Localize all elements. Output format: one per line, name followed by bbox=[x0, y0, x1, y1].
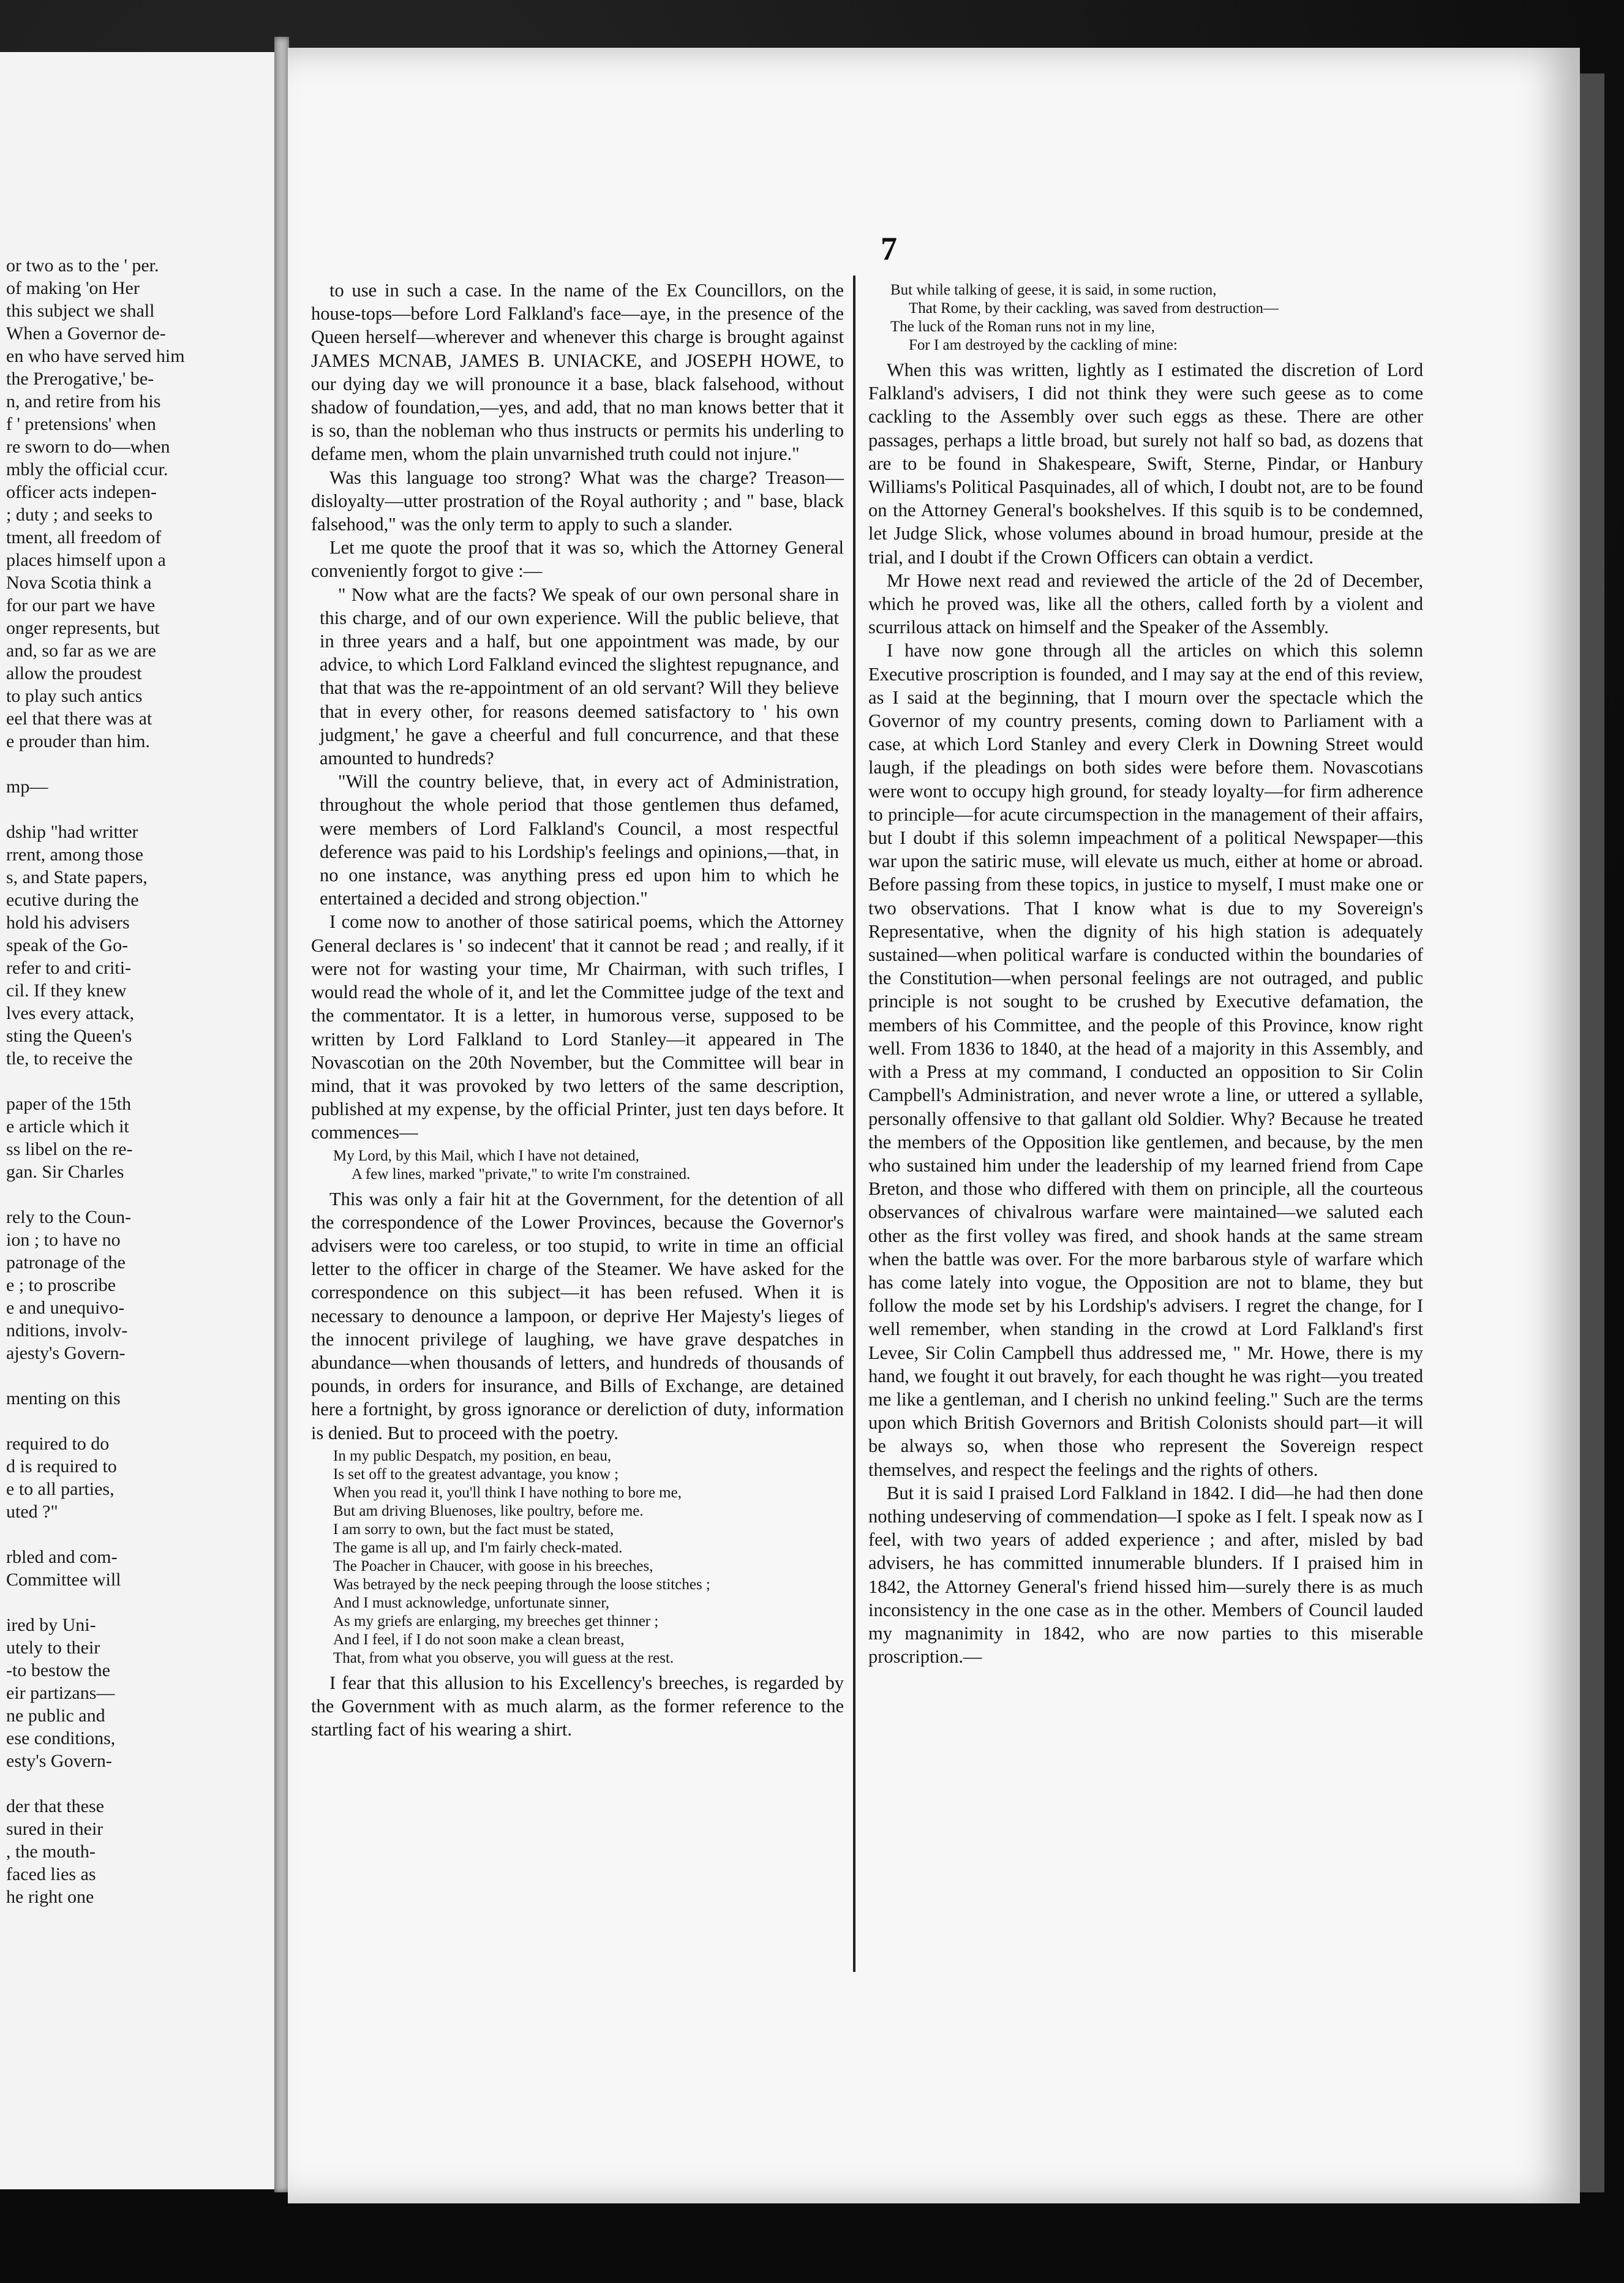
verse-line: The Poacher in Chaucer, with goose in his breeches, bbox=[333, 1557, 653, 1574]
facing-page-line: rely to the Coun- bbox=[6, 1207, 132, 1227]
quoted-paragraph: " Now what are the facts? We speak of our own personal share in this charge, and of our own experience. Will the public believe, that in three years and a half, but one appointment was made, by our advice, to which Lord Falkland evinced the slightest repugnance, and that that was the re-appointment of an old servant? Will they believe that in every other, for reasons deemed satisfactory to ' his own judgment,' he gave a cheerful and full concurrence, and that these amounted to hundreds? bbox=[320, 584, 839, 769]
facing-page-line: tle, to receive the bbox=[6, 1048, 133, 1069]
facing-page-line: e to all parties, bbox=[6, 1479, 115, 1499]
facing-page-text bbox=[6, 254, 214, 1908]
column-rule bbox=[853, 276, 855, 1972]
facing-page-line: for our part we have bbox=[6, 595, 156, 615]
facing-page-line: , the mouth- bbox=[6, 1841, 96, 1862]
facing-page-line: esty's Govern- bbox=[6, 1751, 112, 1771]
facing-page-line: patronage of the bbox=[6, 1252, 126, 1273]
facing-page-line: Nova Scotia think a bbox=[6, 573, 152, 593]
paragraph: to use in such a case. In the name of the Ex Councillors, on the house-tops—before Lord Falkland's face—aye, in the presence of the Queen herself—wherever and whenever this charge is brought against JAMES MCNAB, JAMES B. UNIACKE, and JOSEPH HOWE, to our dying day we will pronounce it a base, black falsehood, without shadow of foundation,—yes, and add, that no man knows better that it is so, than the nobleman who thus instructs or permits his underling to defame men, whom the plain unvarnished truth could not injure." bbox=[311, 280, 844, 465]
facing-page-line: gan. Sir Charles bbox=[6, 1162, 124, 1182]
facing-page-line: f ' pretensions' when bbox=[6, 414, 156, 434]
verse-line: That Rome, by their cackling, was saved from destruction— bbox=[909, 300, 1279, 317]
left-text-column bbox=[311, 279, 844, 1741]
facing-page-line: cil. If they knew bbox=[6, 980, 127, 1001]
page-edge-shadow bbox=[1580, 73, 1604, 2192]
facing-page-line: rbled and com- bbox=[6, 1547, 118, 1567]
verse-block bbox=[333, 1447, 844, 1668]
facing-page-line: ne public and bbox=[6, 1706, 105, 1726]
facing-page-line: places himself upon a bbox=[6, 550, 166, 570]
paragraph: I fear that this allusion to his Excellency's breeches, is regarded by the Government with as much alarm, as the former reference to the startling fact of his wearing a shirt. bbox=[311, 1672, 844, 1740]
facing-page-line bbox=[6, 1591, 214, 1614]
verse-line: But while talking of geese, it is said, in some ruction, bbox=[890, 282, 1217, 298]
facing-page-line: nditions, involv- bbox=[6, 1320, 128, 1341]
verse-line: And I must acknowledge, unfortunate sinner, bbox=[333, 1594, 609, 1611]
facing-page-line: d is required to bbox=[6, 1456, 117, 1476]
facing-page-line: paper of the 15th bbox=[6, 1094, 132, 1114]
facing-page-line: uted ?" bbox=[6, 1502, 58, 1522]
facing-page-line: hold his advisers bbox=[6, 912, 130, 933]
paragraph: Let me quote the proof that it was so, which the Attorney General conveniently forgot to give :— bbox=[311, 537, 844, 582]
facing-page-line: s, and State papers, bbox=[6, 867, 148, 887]
facing-page-line bbox=[6, 1364, 214, 1387]
verse-line: The luck of the Roman runs not in my line, bbox=[890, 318, 1155, 335]
facing-page-line: mp— bbox=[6, 777, 48, 797]
facing-page-line: ion ; to have no bbox=[6, 1230, 121, 1250]
paragraph: Mr Howe next read and reviewed the article of the 2d of December, which he proved was, like all the others, called forth by a violent and scurrilous attack on himself and the Speaker of the Assembly. bbox=[868, 570, 1423, 638]
right-text-column bbox=[868, 279, 1423, 1668]
facing-page-line: e article which it bbox=[6, 1116, 129, 1137]
facing-page-line bbox=[6, 753, 214, 775]
facing-page-line: officer acts indepen- bbox=[6, 482, 157, 502]
facing-page-line: eir partizans— bbox=[6, 1683, 115, 1703]
facing-page-line bbox=[6, 1523, 214, 1546]
book-gutter bbox=[274, 37, 289, 2192]
facing-page-line: en who have served him bbox=[6, 346, 185, 366]
paragraph: But it is said I praised Lord Falkland in 1842. I did—he had then done nothing undeserving of commendation—I spoke as I felt. I speak now as I feel, with two years of added experience ; and after, misled by bad advisers, he has committed innumerable blunders. If I praised him in 1842, the Attorney General's friend hissed him—surely there is as much inconsistency in the one case as in the other. Members of Council lauded my magnanimity in 1842, who are now parties to this miserable proscription.— bbox=[868, 1482, 1423, 1668]
facing-page-line: tment, all freedom of bbox=[6, 527, 162, 547]
facing-page-line: eel that there was at bbox=[6, 709, 152, 729]
facing-page-line: der that these bbox=[6, 1796, 104, 1816]
paragraph: Was this language too strong? What was the charge? Treason—disloyalty—utter prostration of the Royal authority ; and " base, black falsehood," was the only term to apply to such a slander. bbox=[311, 467, 844, 535]
facing-page-line: n, and retire from his bbox=[6, 391, 161, 412]
paragraph: I have now gone through all the articles on which this solemn Executive proscription is founded, and I may say at the end of this review, as I said at the beginning, that I mourn over the spectacle which the Governor of my country presents, coming down to Parliament with a case, at which Lord Stanley and every Clerk in Downing Street would laugh, if the pleadings on both sides were before them. Novascotians were wont to occupy high ground, for steady loyalty—for firm adherence to principle—for acute circumspection in the management of their affairs, but I doubt if this solemn impeachment of a political Newspaper—this war upon the satiric muse, will elevate us much, either at home or abroad. Before passing from these topics, in justice to myself, I must make one or two observations. That I know what is due to my Sovereign's Representative, when the dignity of his high station is adequately sustained—when political warfare is conducted within the boundaries of the Constitution—when personal feelings are not outraged, and public principle is not sought to be crushed by Executive defamation, the members of his Committee, and the people of this Province, know right well. From 1836 to 1840, at the head of a majority in this Assembly, and with a Press at my command, I conducted an opposition to Sir Colin Campbell's Administration, and never wrote a line, or uttered a syllable, personally offensive to that gallant old Soldier. Why? Because he treated the members of the Opposition like gentlemen, and because, by the men who sustained him under the leadership of my learned friend from Cape Breton, and those who differed with them on principle, all the courteous observances of chivalrous warfare were maintained—we saluted each other as the first volley was fired, and shook hands at the same stream when the battle was over. For the more barbarous style of warfare which has come lately into vogue, the Opposition are not to blame, they but follow the mode set by his Lordship's advisers. I regret the change, for I well remember, when standing in the crowd at Lord Falkland's first Levee, Sir Colin Campbell thus addressed me, " Mr. Howe, there is my hand, we fought it out bravely, for each thought he was right—you treated me like a gentleman, and I cherish no unkind feeling." Such are the terms upon which British Governors and British Colonists should part—it will be always so, when those who represent the Sovereign respect themselves, and respect the feelings and the rights of others. bbox=[868, 640, 1423, 1480]
facing-page-line: mbly the official ccur. bbox=[6, 459, 168, 480]
facing-page-line: re sworn to do—when bbox=[6, 437, 170, 457]
verse-line: I am sorry to own, but the fact must be stated, bbox=[333, 1521, 614, 1538]
paragraph: I come now to another of those satirical poems, which the Attorney General declares is ' so indecent' that it cannot be read ; and really, if it were not for wasting your time, Mr Chairman, with such trifles, I would read the whole of it, and let the Committee judge of the text and the commentator. It is a letter, in humorous verse, supposed to be written by Lord Falkland to Lord Stanley—it appeared in The Novascotian on the 20th November, but the Committee will bear in mind, that it was provoked by two letters of the same description, published at my expense, by the official Printer, just ten days before. It commences— bbox=[311, 911, 844, 1143]
facing-page-line: ; duty ; and seeks to bbox=[6, 505, 153, 525]
facing-page-line: menting on this bbox=[6, 1388, 121, 1409]
verse-line: For I am destroyed by the cackling of mine: bbox=[909, 337, 1178, 353]
verse-line: In my public Despatch, my position, en beau, bbox=[333, 1447, 612, 1464]
facing-page-line: and, so far as we are bbox=[6, 641, 156, 661]
facing-page-line: refer to and criti- bbox=[6, 958, 132, 978]
verse-line: A few lines, marked "private," to write I'm constrained. bbox=[351, 1165, 691, 1183]
facing-page-line bbox=[6, 1410, 214, 1432]
facing-page-line: dship "had writter bbox=[6, 822, 138, 842]
verse-line: When you read it, you'll think I have nothing to bore me, bbox=[333, 1484, 682, 1501]
facing-page-line: sured in their bbox=[6, 1819, 103, 1839]
facing-page-line: the Prerogative,' be- bbox=[6, 369, 154, 389]
verse-line: Is set off to the greatest advantage, you know ; bbox=[333, 1465, 619, 1483]
facing-page-line: required to do bbox=[6, 1434, 110, 1454]
facing-page-line: e prouder than him. bbox=[6, 731, 150, 751]
facing-page-line: he right one bbox=[6, 1887, 94, 1907]
verse-line: But am driving Bluenoses, like poultry, before me. bbox=[333, 1502, 644, 1519]
facing-page-line: e and unequivo- bbox=[6, 1298, 125, 1318]
facing-page-line: ese conditions, bbox=[6, 1728, 116, 1748]
facing-page-line: to play such antics bbox=[6, 686, 143, 706]
facing-page-line bbox=[6, 1070, 214, 1093]
verse-line: The game is all up, and I'm fairly check-mated. bbox=[333, 1539, 623, 1556]
facing-page-line: rrent, among those bbox=[6, 844, 144, 865]
facing-page-line: onger represents, but bbox=[6, 618, 160, 638]
facing-page-line: utely to their bbox=[6, 1638, 100, 1658]
facing-page-line: or two as to the ' per. bbox=[6, 255, 159, 276]
facing-page-line: ired by Uni- bbox=[6, 1615, 96, 1635]
facing-page-line: sting the Queen's bbox=[6, 1026, 132, 1046]
facing-page-fragment bbox=[0, 52, 283, 2189]
facing-page-line: lves every attack, bbox=[6, 1003, 135, 1023]
facing-page-line: When a Governor de- bbox=[6, 323, 166, 344]
verse-line: And I feel, if I do not soon make a clean breast, bbox=[333, 1631, 625, 1648]
quoted-paragraph: "Will the country believe, that, in every act of Administration, throughout the whole period that those gentlemen thus defamed, were members of Lord Falkland's Council, a most respectful deference was paid to his Lordship's feelings and opinions,—that, in no one instance, was anything press ed upon him to which he entertained a decided and strong objection." bbox=[320, 771, 839, 909]
facing-page-line: ss libel on the re- bbox=[6, 1139, 133, 1159]
facing-page-line bbox=[6, 1772, 214, 1795]
verse-line: That, from what you observe, you will guess at the rest. bbox=[333, 1649, 674, 1666]
facing-page-line bbox=[6, 798, 214, 821]
paragraph: This was only a fair hit at the Government, for the detention of all the correspondence of the Lower Provinces, because the Governor's advisers were too careless, or too stupid, to write in time an official letter to the officer in charge of the Steamer. We have asked for the correspondence on this subject—it has been refused. When it is necessary to denounce a lampoon, or deprive Her Majesty's lieges of the innocent privilege of laughing, we have grave despatches in abundance—when thousands of letters, and hundreds of thousands of pounds, in orders for insurance, and Bills of Exchange, are detained here a fortnight, by gross ignorance or dereliction of duty, information is denied. But to proceed with the poetry. bbox=[311, 1188, 844, 1443]
verse-line: Was betrayed by the neck peeping through the loose stitches ; bbox=[333, 1576, 710, 1593]
facing-page-line bbox=[6, 1183, 214, 1206]
facing-page-line: ecutive during the bbox=[6, 890, 139, 910]
facing-page-line: speak of the Go- bbox=[6, 935, 129, 955]
paragraph: When this was written, lightly as I estimated the discretion of Lord Falkland's advisers, I did not think they were such geese as to come cackling to the Assembly over such eggs as these. There are other passages, perhaps a little broad, but surely not half so bad, as dozens that are to be found in Shakespeare, Swift, Sterne, Pindar, or Hanbury Williams's Political Pasquinades, all of which, I doubt not, are to be found on the Attorney General's bookshelves. If this squib is to be condemned, let Judge Slick, whose volumes abound in broad humour, preside at the trial, and I doubt if the Crown Officers can obtain a verdict. bbox=[868, 359, 1423, 568]
facing-page-line: Committee will bbox=[6, 1570, 121, 1590]
facing-page-line: e ; to proscribe bbox=[6, 1275, 116, 1295]
facing-page-line: allow the proudest bbox=[6, 663, 142, 683]
verse-line: As my griefs are enlarging, my breeches get thinner ; bbox=[333, 1612, 659, 1630]
verse-line: My Lord, by this Mail, which I have not detained, bbox=[333, 1147, 639, 1164]
facing-page-line: -to bestow the bbox=[6, 1660, 110, 1680]
page-number: 7 bbox=[881, 230, 897, 267]
facing-page-line: ajesty's Govern- bbox=[6, 1343, 126, 1363]
facing-page-line: of making 'on Her bbox=[6, 278, 140, 298]
facing-page-line: faced lies as bbox=[6, 1864, 96, 1884]
verse-block bbox=[333, 1147, 844, 1184]
verse-block bbox=[890, 281, 1423, 355]
facing-page-line: this subject we shall bbox=[6, 301, 155, 321]
